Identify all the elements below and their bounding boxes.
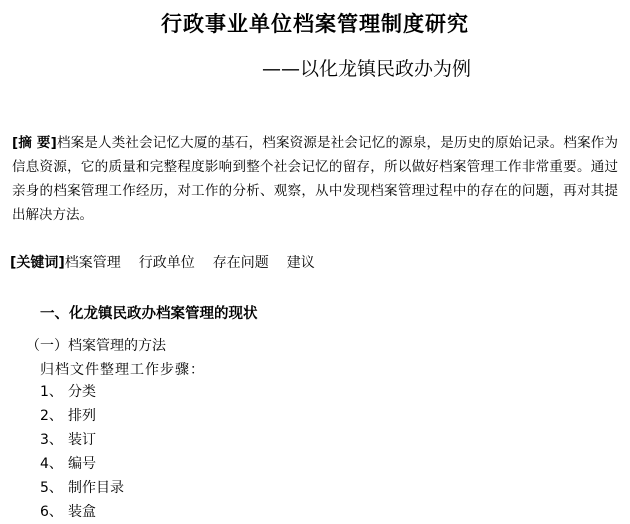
keyword-item: 建议: [286, 255, 315, 271]
step-label: 制作目录: [68, 480, 124, 496]
document-subtitle: ——以化龙镇民政办为例: [262, 58, 472, 80]
steps-intro: 归档文件整理工作步骤：: [40, 362, 205, 378]
step-number: 6、: [40, 504, 63, 520]
keyword-item: 档案管理: [64, 255, 121, 271]
keywords-line: [10, 252, 333, 272]
keyword-item: 行政单位: [138, 255, 195, 271]
list-item: [40, 380, 124, 404]
abstract-paragraph: [12, 131, 618, 227]
step-number: 3、: [40, 432, 63, 448]
steps-list: [40, 380, 124, 524]
step-label: 编号: [68, 456, 96, 472]
step-number: 1、: [40, 384, 63, 400]
keyword-item: 存在问题: [212, 255, 269, 271]
abstract-label: [摘 要]: [12, 135, 57, 151]
step-number: 2、: [40, 408, 63, 424]
step-label: 装订: [68, 432, 96, 448]
keywords-label: [关键词]: [10, 255, 65, 271]
abstract-text: 档案是人类社会记忆大厦的基石，档案资源是社会记忆的源泉，是历史的原始记录。档案作为信息资源，它的质量和完整程度影响到整个社会记忆的留存，所以做好档案管理工作非常重要。通过亲身的档案管理工作经历，对工作的分析、观察，从中发现档案管理过程中的存在的问题，再对其提出解决方法。: [12, 135, 618, 223]
list-item: [40, 476, 124, 500]
list-item: [40, 500, 124, 524]
section-heading: 一、化龙镇民政办档案管理的现状: [40, 306, 258, 322]
step-label: 分类: [68, 384, 96, 400]
list-item: [40, 452, 124, 476]
list-item: [40, 404, 124, 428]
step-number: 4、: [40, 456, 63, 472]
step-label: 装盒: [68, 504, 96, 520]
step-number: 5、: [40, 480, 63, 496]
subsection-heading: （一）档案管理的方法: [26, 338, 166, 354]
list-item: [40, 428, 124, 452]
step-label: 排列: [68, 408, 96, 424]
document-title: 行政事业单位档案管理制度研究: [161, 12, 469, 36]
